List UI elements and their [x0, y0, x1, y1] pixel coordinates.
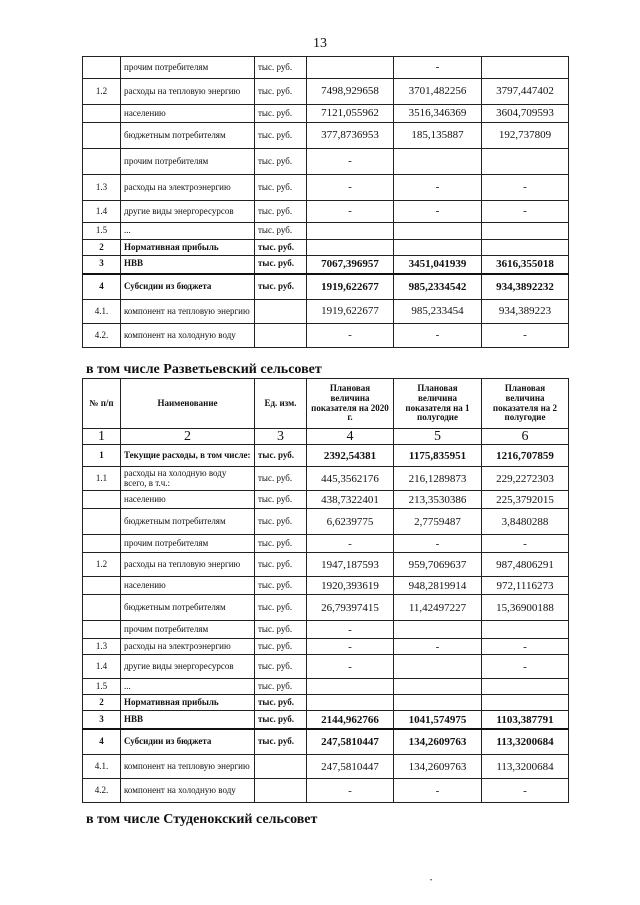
value-col-4: -: [307, 655, 394, 679]
value-col-6: -: [482, 655, 569, 679]
value-col-5: 3701,482256: [394, 79, 482, 105]
value-col-4: 7067,396957: [307, 256, 394, 274]
value-col-6: [482, 149, 569, 175]
value-col-6: -: [482, 324, 569, 348]
row-name: расходы на тепловую энергию: [121, 553, 255, 577]
value-col-5: [394, 621, 482, 639]
row-number: 4.1.: [83, 755, 121, 779]
value-col-4: 7121,055962: [307, 105, 394, 123]
value-col-4: 1919,622677: [307, 300, 394, 324]
value-col-6: [482, 695, 569, 711]
page-number: 13: [313, 36, 327, 51]
value-col-5: -: [394, 57, 482, 79]
value-col-4: -: [307, 175, 394, 201]
row-number: [83, 123, 121, 149]
row-unit: [255, 324, 307, 348]
row-number: 1.3: [83, 175, 121, 201]
value-col-5: 11,42497227: [394, 595, 482, 621]
row-unit: тыс. руб.: [255, 201, 307, 223]
row-unit: тыс. руб.: [255, 679, 307, 695]
value-col-6: 987,4806291: [482, 553, 569, 577]
table-row: [83, 695, 569, 711]
value-col-6: 225,3792015: [482, 491, 569, 509]
row-name: прочим потребителям: [121, 149, 255, 175]
row-name: прочим потребителям: [121, 535, 255, 553]
row-name: Нормативная прибыль: [121, 240, 255, 256]
value-col-6: 934,3892232: [482, 274, 569, 300]
row-number: [83, 577, 121, 595]
table-row: [83, 491, 569, 509]
row-number: 1.4: [83, 655, 121, 679]
row-unit: тыс. руб.: [255, 639, 307, 655]
row-unit: тыс. руб.: [255, 105, 307, 123]
row-name: ...: [121, 223, 255, 240]
value-col-6: 113,3200684: [482, 729, 569, 755]
colnum: 4: [307, 429, 394, 445]
value-col-4: 7498,929658: [307, 79, 394, 105]
row-unit: тыс. руб.: [255, 223, 307, 240]
value-col-6: 3616,355018: [482, 256, 569, 274]
value-col-5: 134,2609763: [394, 729, 482, 755]
header-name: Наименование: [121, 379, 255, 429]
row-number: 1.5: [83, 223, 121, 240]
header-no: № п/п: [83, 379, 121, 429]
row-number: [83, 149, 121, 175]
table-row: [83, 509, 569, 535]
table-row: [83, 729, 569, 755]
value-col-4: 438,7322401: [307, 491, 394, 509]
row-name: компонент на холодную воду: [121, 324, 255, 348]
table-row: [83, 577, 569, 595]
value-col-5: -: [394, 779, 482, 803]
value-col-5: 985,233454: [394, 300, 482, 324]
row-unit: тыс. руб.: [255, 123, 307, 149]
row-name: населению: [121, 105, 255, 123]
value-col-4: 247,5810447: [307, 729, 394, 755]
table-row: [83, 679, 569, 695]
value-col-5: -: [394, 639, 482, 655]
header-plan-h2: Плановая величина показателя на 2 полугодие: [482, 379, 569, 429]
value-col-6: 3,8480288: [482, 509, 569, 535]
row-name: Нормативная прибыль: [121, 695, 255, 711]
row-unit: тыс. руб.: [255, 711, 307, 729]
row-unit: тыс. руб.: [255, 509, 307, 535]
row-unit: тыс. руб.: [255, 240, 307, 256]
row-unit: тыс. руб.: [255, 491, 307, 509]
value-col-6: 934,389223: [482, 300, 569, 324]
value-col-6: [482, 57, 569, 79]
row-number: [83, 621, 121, 639]
row-unit: тыс. руб.: [255, 149, 307, 175]
row-number: [83, 535, 121, 553]
table-row: [83, 274, 569, 300]
section-title-studenoksky: в том числе Студенокский сельсовет: [86, 812, 318, 827]
table-row: [83, 240, 569, 256]
row-number: 4.2.: [83, 324, 121, 348]
row-number: 2: [83, 695, 121, 711]
tariff-table-continued: [82, 56, 569, 348]
value-col-5: [394, 655, 482, 679]
row-name: другие виды энергоресурсов: [121, 201, 255, 223]
row-unit: тыс. руб.: [255, 256, 307, 274]
value-col-5: 216,1289873: [394, 467, 482, 491]
row-unit: тыс. руб.: [255, 621, 307, 639]
value-col-6: 1103,387791: [482, 711, 569, 729]
value-col-5: -: [394, 324, 482, 348]
value-col-4: -: [307, 324, 394, 348]
row-unit: тыс. руб.: [255, 729, 307, 755]
row-number: 1.1: [83, 467, 121, 491]
value-col-4: 26,79397415: [307, 595, 394, 621]
value-col-5: -: [394, 535, 482, 553]
value-col-6: -: [482, 535, 569, 553]
value-col-6: [482, 621, 569, 639]
table-row: [83, 149, 569, 175]
value-col-5: 948,2819914: [394, 577, 482, 595]
table-row: [83, 755, 569, 779]
table-row: [83, 553, 569, 577]
colnum: 1: [83, 429, 121, 445]
value-col-6: 972,1116273: [482, 577, 569, 595]
table-header-row: [83, 379, 569, 429]
value-col-6: 192,737809: [482, 123, 569, 149]
scan-speck: •: [430, 878, 433, 884]
colnum: 6: [482, 429, 569, 445]
table-row: [83, 324, 569, 348]
table-row: [83, 57, 569, 79]
row-name: компонент на холодную воду: [121, 779, 255, 803]
header-unit: Ед. изм.: [255, 379, 307, 429]
table-row: [83, 711, 569, 729]
value-col-4: 445,3562176: [307, 467, 394, 491]
row-name: Текущие расходы, в том числе:: [121, 445, 255, 467]
row-name: населению: [121, 491, 255, 509]
row-number: 4: [83, 729, 121, 755]
value-col-4: 2392,54381: [307, 445, 394, 467]
row-name: ...: [121, 679, 255, 695]
table-row: [83, 256, 569, 274]
row-number: [83, 491, 121, 509]
header-plan-h1: Плановая величина показателя на 1 полугодие: [394, 379, 482, 429]
value-col-5: 134,2609763: [394, 755, 482, 779]
row-number: 4.1.: [83, 300, 121, 324]
table-row: [83, 595, 569, 621]
row-unit: тыс. руб.: [255, 595, 307, 621]
value-col-5: 959,7069637: [394, 553, 482, 577]
value-col-6: 3797,447402: [482, 79, 569, 105]
value-col-5: 2,7759487: [394, 509, 482, 535]
value-col-6: -: [482, 201, 569, 223]
row-unit: тыс. руб.: [255, 577, 307, 595]
row-name: населению: [121, 577, 255, 595]
value-col-4: 6,6239775: [307, 509, 394, 535]
table-row: [83, 175, 569, 201]
value-col-6: 15,36900188: [482, 595, 569, 621]
value-col-6: [482, 679, 569, 695]
row-unit: [255, 779, 307, 803]
value-col-4: [307, 57, 394, 79]
colnum: 3: [255, 429, 307, 445]
row-number: 1.2: [83, 79, 121, 105]
row-number: [83, 57, 121, 79]
row-number: 4.2.: [83, 779, 121, 803]
row-number: 1.3: [83, 639, 121, 655]
value-col-5: [394, 695, 482, 711]
row-name: НВВ: [121, 256, 255, 274]
row-unit: тыс. руб.: [255, 79, 307, 105]
row-name: другие виды энергоресурсов: [121, 655, 255, 679]
table-row: [83, 79, 569, 105]
value-col-4: 1947,187593: [307, 553, 394, 577]
value-col-6: [482, 240, 569, 256]
colnum: 5: [394, 429, 482, 445]
row-name: НВВ: [121, 711, 255, 729]
row-name: бюджетным потребителям: [121, 509, 255, 535]
row-unit: тыс. руб.: [255, 553, 307, 577]
section-title-razvetyevsky: в том числе Разветьевский сельсовет: [86, 362, 322, 377]
row-unit: тыс. руб.: [255, 175, 307, 201]
header-plan-2020: Плановая величина показателя на 2020 г.: [307, 379, 394, 429]
row-name: Субсидии из бюджета: [121, 274, 255, 300]
value-col-6: 1216,707859: [482, 445, 569, 467]
value-col-5: [394, 223, 482, 240]
value-col-4: [307, 240, 394, 256]
row-number: 4: [83, 274, 121, 300]
value-col-4: -: [307, 535, 394, 553]
row-name: расходы на холодную воду всего, в т.ч.:: [121, 467, 255, 491]
row-name: Субсидии из бюджета: [121, 729, 255, 755]
row-unit: тыс. руб.: [255, 695, 307, 711]
row-name: компонент на тепловую энергию: [121, 755, 255, 779]
value-col-6: -: [482, 175, 569, 201]
value-col-5: [394, 240, 482, 256]
table-row: [83, 655, 569, 679]
row-name: расходы на тепловую энергию: [121, 79, 255, 105]
value-col-4: -: [307, 621, 394, 639]
row-name: расходы на электроэнергию: [121, 639, 255, 655]
value-col-5: 185,135887: [394, 123, 482, 149]
table-row: [83, 223, 569, 240]
row-name: бюджетным потребителям: [121, 595, 255, 621]
column-number-row: [83, 429, 569, 445]
value-col-4: 247,5810447: [307, 755, 394, 779]
value-col-5: -: [394, 201, 482, 223]
row-unit: тыс. руб.: [255, 274, 307, 300]
value-col-5: 985,2334542: [394, 274, 482, 300]
value-col-5: 3451,041939: [394, 256, 482, 274]
colnum: 2: [121, 429, 255, 445]
value-col-4: 1920,393619: [307, 577, 394, 595]
row-unit: тыс. руб.: [255, 655, 307, 679]
value-col-4: [307, 679, 394, 695]
value-col-4: -: [307, 201, 394, 223]
value-col-4: -: [307, 779, 394, 803]
table-row: [83, 467, 569, 491]
value-col-4: 2144,962766: [307, 711, 394, 729]
value-col-5: -: [394, 175, 482, 201]
value-col-4: -: [307, 639, 394, 655]
row-unit: [255, 300, 307, 324]
row-name: бюджетным потребителям: [121, 123, 255, 149]
value-col-5: 1041,574975: [394, 711, 482, 729]
value-col-6: 113,3200684: [482, 755, 569, 779]
row-name: прочим потребителям: [121, 57, 255, 79]
value-col-4: -: [307, 149, 394, 175]
value-col-5: [394, 149, 482, 175]
row-number: 3: [83, 256, 121, 274]
value-col-6: 3604,709593: [482, 105, 569, 123]
table-row: [83, 201, 569, 223]
value-col-4: 377,8736953: [307, 123, 394, 149]
value-col-5: 3516,346369: [394, 105, 482, 123]
row-unit: тыс. руб.: [255, 467, 307, 491]
table-row: [83, 639, 569, 655]
value-col-5: 213,3530386: [394, 491, 482, 509]
value-col-6: 229,2272303: [482, 467, 569, 491]
tariff-table-razvetyevsky: [82, 378, 569, 803]
row-unit: тыс. руб.: [255, 57, 307, 79]
row-number: [83, 105, 121, 123]
table-row: [83, 621, 569, 639]
table-row: [83, 779, 569, 803]
row-number: 1.4: [83, 201, 121, 223]
value-col-6: [482, 223, 569, 240]
row-name: компонент на тепловую энергию: [121, 300, 255, 324]
table-row: [83, 445, 569, 467]
row-number: 3: [83, 711, 121, 729]
row-number: 1: [83, 445, 121, 467]
row-number: 2: [83, 240, 121, 256]
table-row: [83, 123, 569, 149]
table-row: [83, 300, 569, 324]
row-unit: тыс. руб.: [255, 535, 307, 553]
row-name: расходы на электроэнергию: [121, 175, 255, 201]
value-col-6: -: [482, 779, 569, 803]
value-col-6: -: [482, 639, 569, 655]
value-col-4: [307, 695, 394, 711]
table-row: [83, 105, 569, 123]
row-number: 1.2: [83, 553, 121, 577]
row-number: [83, 509, 121, 535]
value-col-4: 1919,622677: [307, 274, 394, 300]
row-unit: [255, 755, 307, 779]
row-unit: тыс. руб.: [255, 445, 307, 467]
row-number: 1.5: [83, 679, 121, 695]
value-col-4: [307, 223, 394, 240]
value-col-5: 1175,835951: [394, 445, 482, 467]
table-row: [83, 535, 569, 553]
value-col-5: [394, 679, 482, 695]
row-name: прочим потребителям: [121, 621, 255, 639]
row-number: [83, 595, 121, 621]
